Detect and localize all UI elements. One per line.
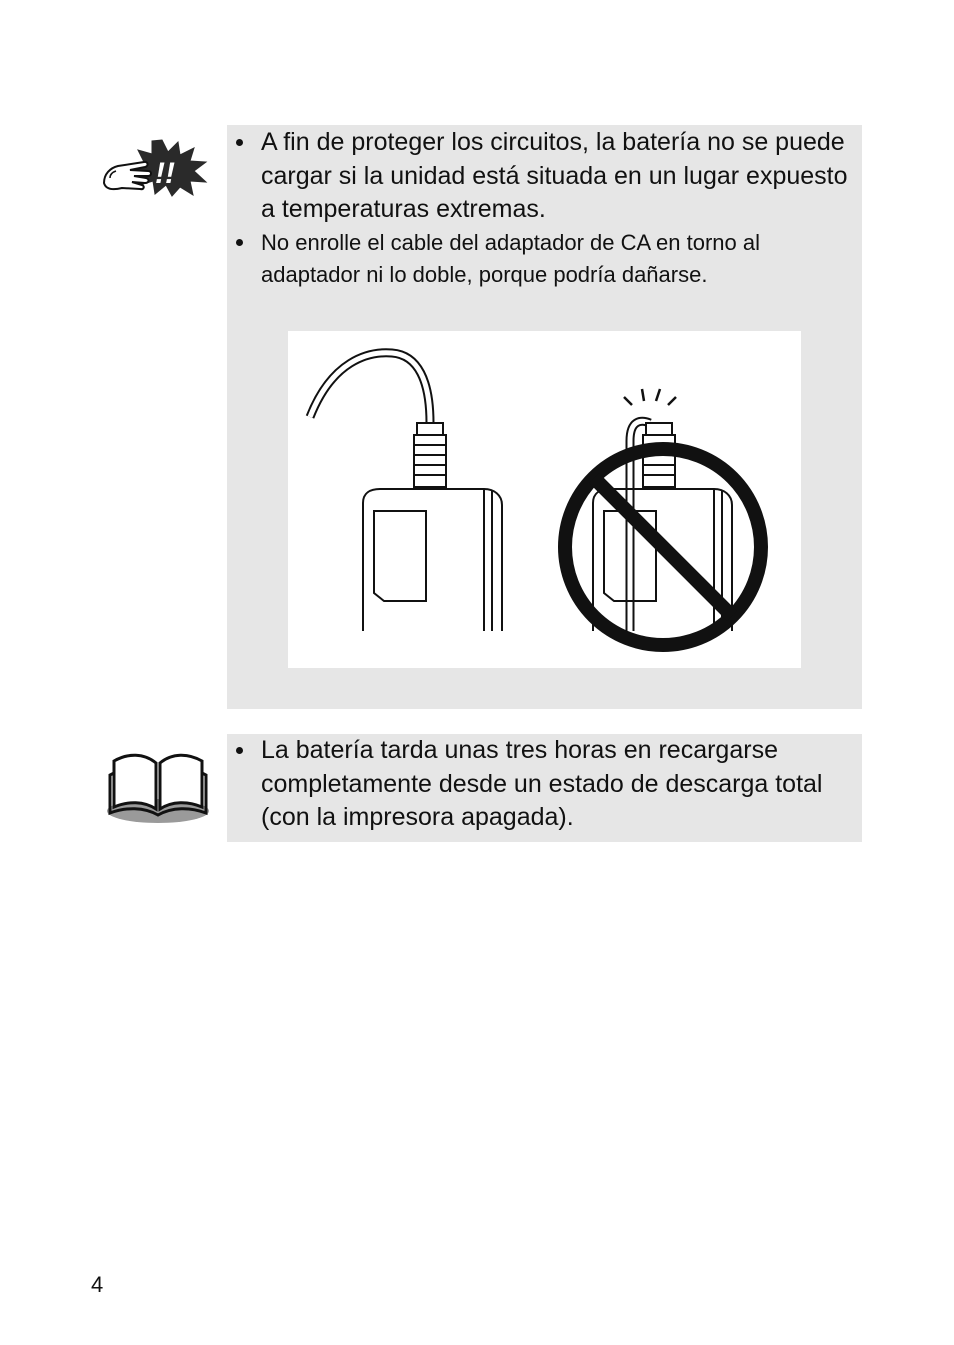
caution-item-cable: No enrolle el cable del adaptador de CA en torno al adaptador ni lo doble, porque podría dañarse. bbox=[227, 227, 862, 291]
caution-item-temperature: A fin de proteger los circuitos, la batería no se puede cargar si la unidad está situada en un lugar expuesto a temperaturas extremas. bbox=[227, 126, 862, 227]
adapter-illustration bbox=[288, 331, 801, 668]
page-number: 4 bbox=[91, 1272, 104, 1297]
caution-icon bbox=[100, 138, 210, 203]
note-item-charging-time: La batería tarda unas tres horas en recargarse completamente desde un estado de descarga total (con la impresora apagada). bbox=[227, 734, 862, 835]
caution-list bbox=[227, 126, 862, 291]
open-book-icon bbox=[104, 743, 212, 832]
adapter-illustration-drawing bbox=[288, 331, 801, 668]
note-list bbox=[227, 734, 862, 835]
caution-panel bbox=[227, 125, 862, 709]
note-panel bbox=[227, 734, 862, 842]
svg-text:!!: !! bbox=[155, 157, 175, 190]
